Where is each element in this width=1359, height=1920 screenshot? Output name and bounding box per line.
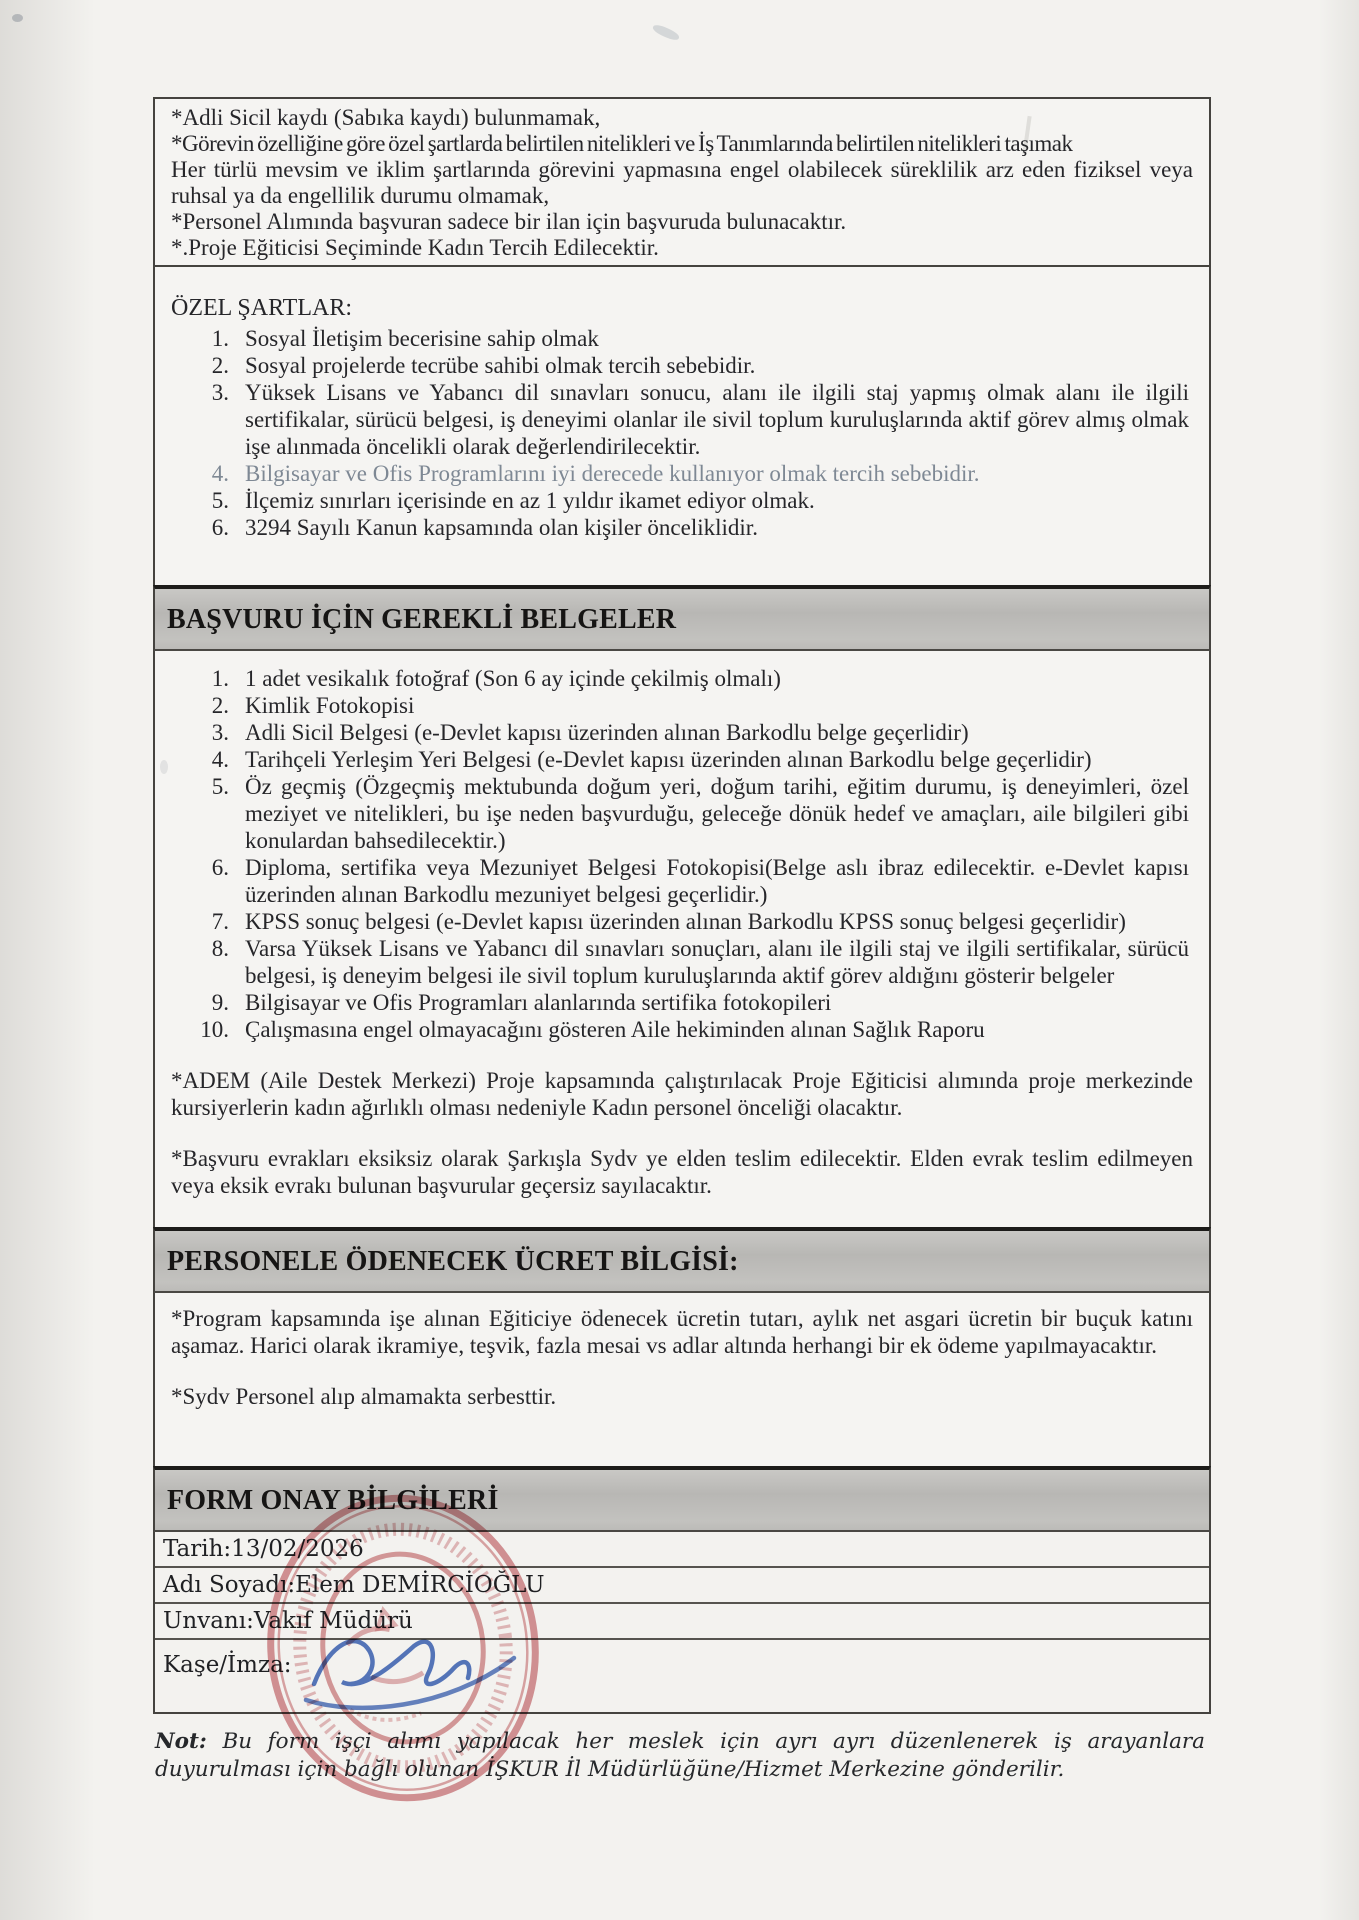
list-item (171, 989, 1193, 1016)
item-number: 8. (211, 936, 229, 961)
scan-speck (12, 14, 23, 22)
program-ucret-paragraph: *Program kapsamında işe alınan Eğiticiye ödenecek ücretin tutarı, aylık net asgari ücretin bir buçuk katını aşamaz. Harici olarak ikramiye, teşvik, fazla mesai vs adlar altında herhangi bir ek ödeme yapılmayacaktır. (171, 1306, 1193, 1358)
ucret-section (153, 1293, 1211, 1466)
list-item (171, 325, 1193, 352)
item-text: Kimlik Fotokopisi (245, 693, 415, 718)
item-text: Öz geçmiş (Özgeçmiş mektubunda doğum yeri, doğum tarihi, eğitim durumu, iş deneyimleri, özel meziyet ve nitelikleri, bu işe neden başvurduğu, geleceğe dönük hedef ve amaçları, aile bilgileri gibi konulardan bahsedilecektir.) (245, 774, 1189, 853)
list-item (171, 379, 1193, 460)
item-number: 5. (211, 488, 229, 513)
item-number: 1. (211, 326, 229, 351)
list-item (171, 935, 1193, 989)
list-item (171, 514, 1193, 541)
basvuru-teslim-paragraph: *Başvuru evrakları eksiksiz olarak Şarkışla Sydv ye elden teslim edilecektir. Elden evrak teslim edilmeyen veya eksik evrakı bulunan başvurular geçersiz sayılacaktır. (171, 1146, 1193, 1198)
item-number: 10. (200, 1017, 229, 1042)
conditions-section (153, 97, 1211, 267)
condition-line: *Personel Alımında başvuran sadece bir ilan için başvuruda bulunacaktır. (171, 209, 847, 234)
list-item (171, 854, 1193, 908)
section-header: FORM ONAY BİLGİLERİ (167, 1485, 499, 1516)
list-item (171, 719, 1193, 746)
adem-paragraph: *ADEM (Aile Destek Merkezi) Proje kapsamında çalıştırılacak Proje Eğiticisi alımında proje merkezinde kursiyerlerin kadın ağırlıklı olması nedeniyle Kadın personel önceliği olacaktır. (171, 1068, 1193, 1120)
item-number: 4. (211, 461, 229, 486)
item-number: 6. (211, 515, 229, 540)
document-sheet (153, 97, 1211, 1784)
item-text: Varsa Yüksek Lisans ve Yabancı dil sınavları sonuçları, alanı ile ilgili staj ve ilgili sertifikalar, sürücü belgesi, iş deneyim belgesi ile sivil toplum kuruluşlarında aktif görev aldığını gösterir belgeler (245, 936, 1189, 988)
item-text: Yüksek Lisans ve Yabancı dil sınavları sonucu, alanı ile ilgili staj yapmış olmak alanı ile ilgili sertifikalar, sürücü belgesi, iş deneyimi olanlar ile sivil toplum kuruluşlarında aktif görev almış olmak işe alınmada öncelikli olarak değerlendirilecektir. (245, 380, 1189, 459)
list-item (171, 692, 1193, 719)
item-text: KPSS sonuç belgesi (e-Devlet kapısı üzerinden alınan Barkodlu KPSS sonuç belgesi geçerlidir) (245, 909, 1126, 934)
item-text: Adli Sicil Belgesi (e-Devlet kapısı üzerinden alınan Barkodlu belge geçerlidir) (245, 720, 969, 745)
list-item (171, 908, 1193, 935)
belgeler-list (171, 665, 1193, 1043)
list-item (171, 352, 1193, 379)
list-item (171, 1016, 1193, 1043)
section-header: BAŞVURU İÇİN GEREKLİ BELGELER (167, 604, 677, 635)
item-number: 2. (211, 353, 229, 378)
belgeler-header-bar (153, 585, 1211, 651)
condition-line: Her türlü mevsim ve iklim şartlarında görevini yapmasına engel olabilecek süreklilik arz eden fiziksel veya ruhsal ya da engellilik durumu olmamak, (171, 157, 1193, 208)
form-onay-table (153, 1532, 1211, 1714)
item-text: Sosyal projelerde tecrübe sahibi olmak tercih sebebidir. (245, 353, 756, 378)
item-text: Bilgisayar ve Ofis Programlarını iyi derecede kullanıyor olmak tercih sebebidir. (245, 461, 980, 486)
ozel-sartlar-section (153, 267, 1211, 585)
item-text: Diploma, sertifika veya Mezuniyet Belgesi Fotokopisi(Belge aslı ibraz edilecektir. e-Devlet kapısı üzerinden alınan Barkodlu mezuniyet belgesi geçerlidir.) (245, 855, 1189, 907)
ozel-sartlar-list (171, 325, 1193, 541)
note-paragraph (155, 1728, 1205, 1784)
item-number: 1. (211, 666, 229, 691)
note-label: Not: (155, 1729, 207, 1754)
item-text: 3294 Sayılı Kanun kapsamında olan kişiler önceliklidir. (245, 515, 758, 540)
item-text: Çalışmasına engel olmayacağını gösteren Aile hekiminden alınan Sağlık Raporu (245, 1017, 985, 1042)
condition-line: *Adli Sicil kaydı (Sabıka kaydı) bulunmamak, (171, 105, 601, 130)
item-text: Bilgisayar ve Ofis Programları alanlarında sertifika fotokopileri (245, 990, 832, 1015)
item-text: 1 adet vesikalık fotoğraf (Son 6 ay içinde çekilmiş olmalı) (245, 666, 781, 691)
item-number: 3. (211, 720, 229, 745)
item-text: Sosyal İletişim becerisine sahip olmak (245, 326, 599, 351)
condition-line: *.Proje Eğiticisi Seçiminde Kadın Tercih Edilecektir. (171, 235, 659, 260)
list-item (171, 487, 1193, 514)
item-number: 5. (211, 774, 229, 799)
scan-speck (651, 23, 680, 43)
condition-line: *Görevin özelliğine göre özel şartlarda belirtilen nitelikleri ve İş Tanımlarında belirtilen nitelikleri taşımak (171, 131, 1073, 156)
item-number: 9. (211, 990, 229, 1015)
list-item (171, 746, 1193, 773)
sydv-paragraph: *Sydv Personel alıp almamakta serbesttir. (171, 1384, 557, 1409)
form-row-unvani: Unvanı:Vakıf Müdürü (155, 1604, 1209, 1640)
list-item (171, 460, 1193, 487)
section-header: PERSONELE ÖDENECEK ÜCRET BİLGİSİ: (167, 1246, 739, 1277)
item-number: 7. (211, 909, 229, 934)
item-text: İlçemiz sınırları içerisinde en az 1 yıldır ikamet ediyor olmak. (245, 488, 815, 513)
note-text: Bu form işçi alımı yapılacak her meslek için ayrı ayrı düzenlenerek iş arayanlara duyurulması için bağlı olunan İŞKUR İl Müdürlüğüne/Hizmet Merkezine gönderilir. (155, 1729, 1205, 1782)
section-title: ÖZEL ŞARTLAR: (171, 295, 352, 321)
item-text: Tarihçeli Yerleşim Yeri Belgesi (e-Devlet kapısı üzerinden alınan Barkodlu belge geçerlidir) (245, 747, 1092, 772)
form-row-tarih: Tarih:13/02/2026 (155, 1532, 1209, 1568)
item-number: 4. (211, 747, 229, 772)
ucret-header-bar (153, 1227, 1211, 1293)
belgeler-section (153, 651, 1211, 1227)
list-item (171, 773, 1193, 854)
form-onay-header-bar (153, 1466, 1211, 1532)
item-number: 3. (211, 380, 229, 405)
form-row-adi-soyadi: Adı Soyadı:Elem DEMİRCİOĞLU (155, 1568, 1209, 1604)
item-number: 2. (211, 693, 229, 718)
form-row-kase-imza: Kaşe/İmza: (163, 1652, 292, 1678)
item-number: 6. (211, 855, 229, 880)
list-item (171, 665, 1193, 692)
